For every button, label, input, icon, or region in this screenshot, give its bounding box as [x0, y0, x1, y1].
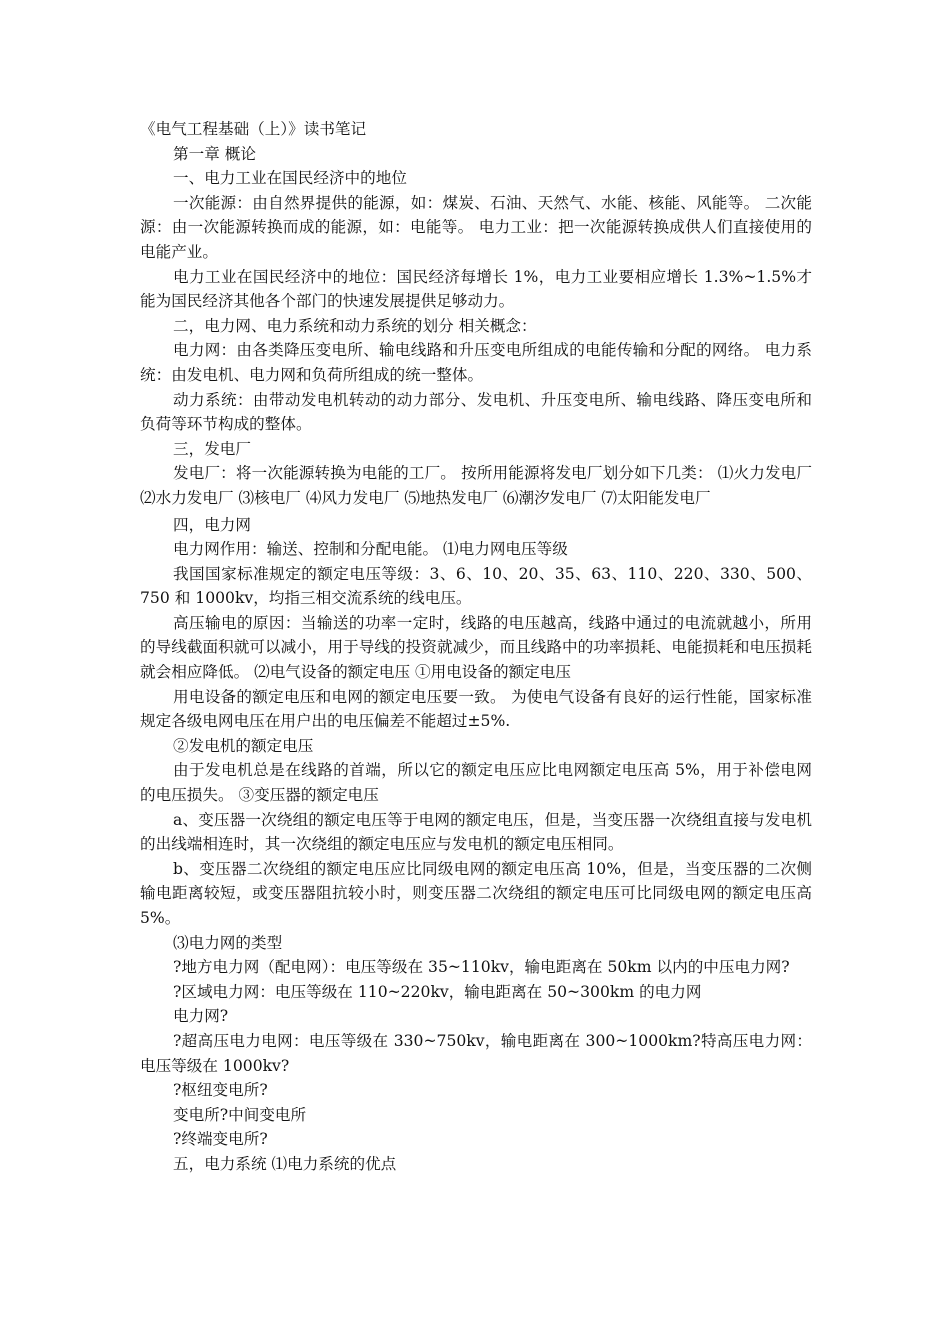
paragraph: 电力网：由各类降压变电所、输电线路和升压变电所组成的电能传输和分配的网络。 电力系统：由发电机、电力网和负荷所组成的统一整体。	[140, 341, 812, 384]
paragraph: b、变压器二次绕组的额定电压应比同级电网的额定电压高 10%，但是，当变压器的二次侧输电距离较短，或变压器阻抗较小时，则变压器二次绕组的额定电压可比同级电网的额定电压高 5%。	[140, 859, 812, 927]
document-body	[140, 117, 812, 1177]
document-title: 《电气工程基础（上）》读书笔记	[140, 120, 367, 138]
paragraph: 电力工业在国民经济中的地位：国民经济每增长 1%，电力工业要相应增长 1.3%~1.5%才能为国民经济其他各个部门的快速发展提供足够动力。	[140, 267, 812, 311]
paragraph: ⑶电力网的类型	[173, 933, 283, 952]
list-item: 变电所?中间变电所	[173, 1105, 307, 1124]
paragraph: 高压输电的原因：当输送的功率一定时，线路的电压越高，线路中通过的电流就越小，所用的导线截面积就可以减小，用于导线的投资就减少，而且线路中的功率损耗、电能损耗和电压损耗就会相应降低。 ⑵电气设备的额定电压 ①用电设备的额定电压	[140, 613, 812, 682]
paragraph: 动力系统：由带动发电机转动的动力部分、发电机、升压变电所、输电线路、降压变电所和负荷等环节构成的整体。	[140, 390, 812, 434]
chapter-heading: 第一章 概论	[173, 144, 256, 163]
list-item: ?终端变电所?	[173, 1130, 268, 1149]
section-heading: 三，发电厂	[173, 439, 251, 458]
list-item: ?区域电力网：电压等级在 110~220kv，输电距离在 50~300km 的电力网	[173, 982, 702, 1001]
paragraph: 我国国家标准规定的额定电压等级：3、6、10、20、35、63、110、220、330、500、750 和 1000kv，均指三相交流系统的线电压。	[140, 564, 812, 608]
paragraph: 用电设备的额定电压和电网的额定电压要一致。 为使电气设备有良好的运行性能，国家标准规定各级电网电压在用户出的电压偏差不能超过±5%.	[140, 687, 812, 731]
list-item: ?超高压电力电网：电压等级在 330~750kv，输电距离在 300~1000km?特高压电力网：电压等级在 1000kv?	[140, 1031, 812, 1075]
paragraph: 一次能源：由自然界提供的能源，如：煤炭、石油、天然气、水能、核能、风能等。 二次能源：由一次能源转换而成的能源，如：电能等。 电力工业：把一次能源转换成供人们直接使用的电能产业。	[140, 193, 812, 261]
section-heading: 五，电力系统 ⑴电力系统的优点	[173, 1154, 397, 1173]
paragraph: ②发电机的额定电压	[173, 736, 314, 755]
section-heading: 二，电力网、电力系统和动力系统的划分 相关概念：	[173, 316, 537, 335]
list-item: ?地方电力网（配电网）：电压等级在 35~110kv，输电距离在 50km 以内的中压电力网?	[173, 958, 790, 977]
section-heading: 四，电力网	[173, 515, 251, 534]
paragraph: a、变压器一次绕组的额定电压等于电网的额定电压，但是，当变压器一次绕组直接与发电机的出线端相连时，其一次绕组的额定电压应与发电机的额定电压相同。	[140, 810, 812, 854]
paragraph: 由于发电机总是在线路的首端，所以它的额定电压应比电网额定电压高 5%，用于补偿电网 的电压损失。 ③变压器的额定电压	[140, 761, 812, 805]
section-heading: 一、电力工业在国民经济中的地位	[173, 169, 407, 188]
list-item: 电力网?	[173, 1007, 229, 1026]
paragraph: 电力网作用：输送、控制和分配电能。 ⑴电力网电压等级	[173, 540, 568, 559]
list-item: ?枢纽变电所?	[173, 1081, 268, 1100]
paragraph: 发电厂：将一次能源转换为电能的工厂。 按所用能源将发电厂划分如下几类： ⑴火力发电厂 ⑵水力发电厂 ⑶核电厂 ⑷风力发电厂 ⑸地热发电厂 ⑹潮汐发电厂 ⑺太阳能发电厂	[140, 464, 812, 507]
